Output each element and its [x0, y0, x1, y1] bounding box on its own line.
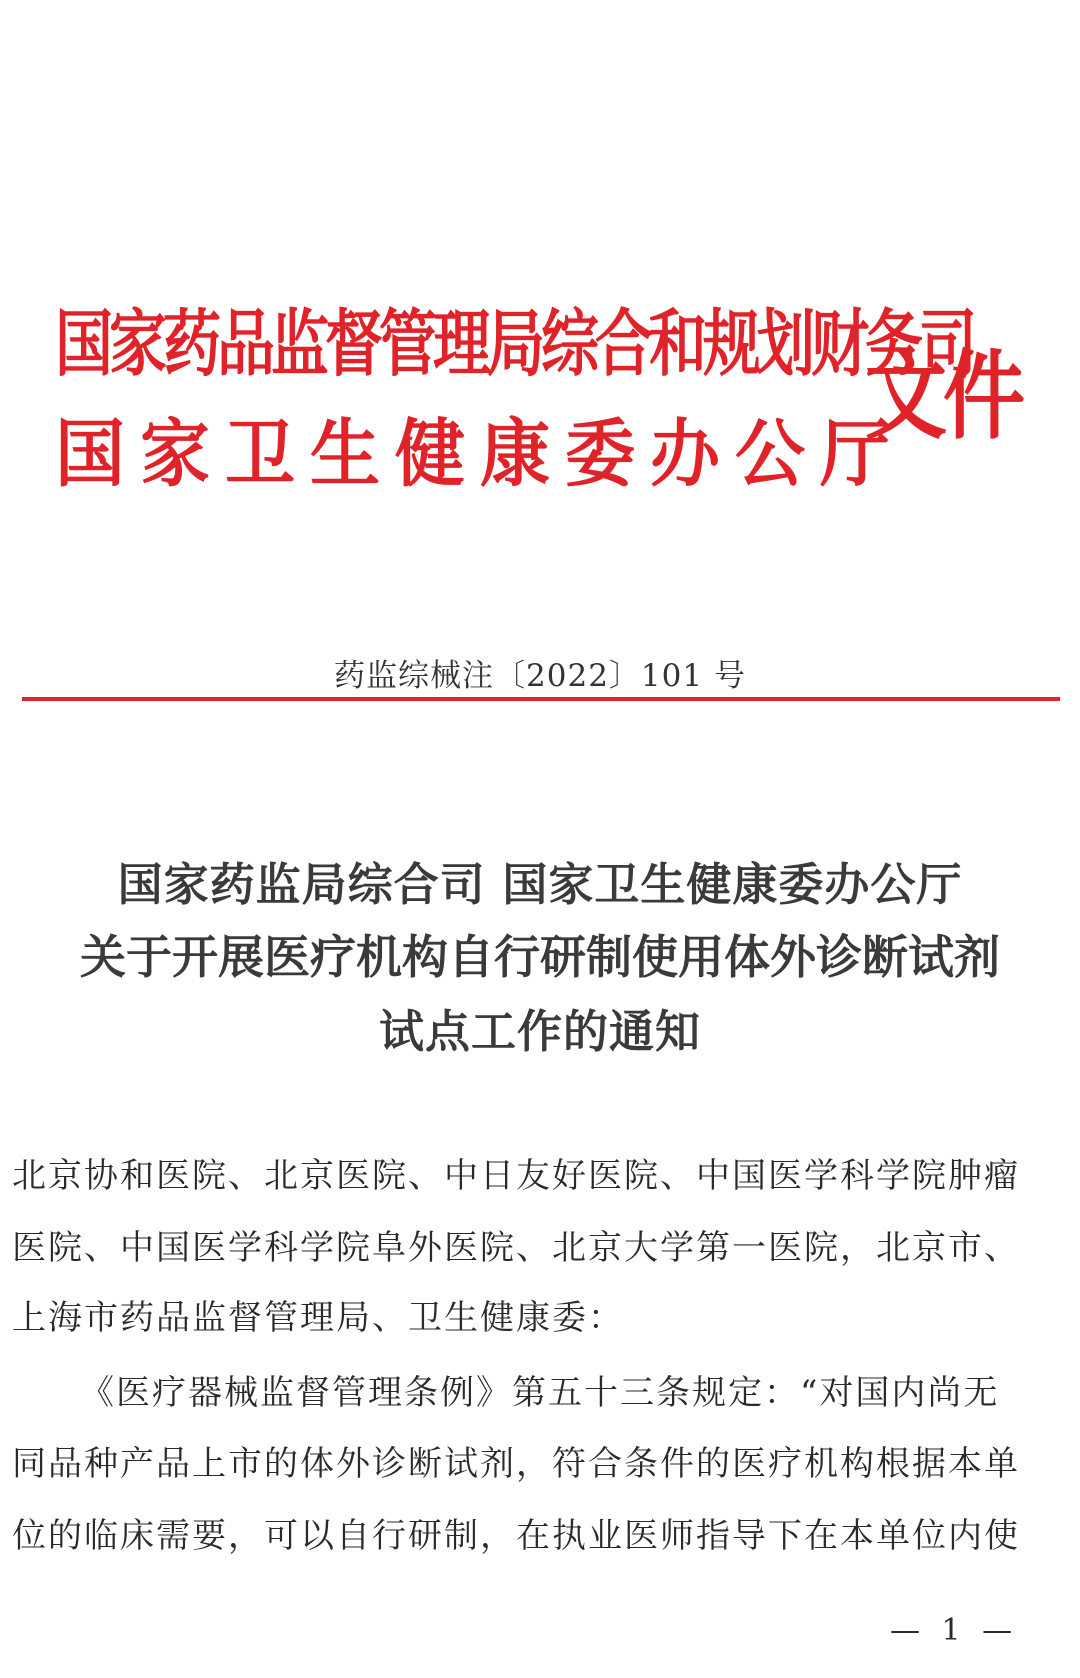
body-line-1: 北京协和医院、北京医院、中日友好医院、中国医学科学院肿瘤	[12, 1156, 1020, 1196]
body-line-2: 医院、中国医学科学院阜外医院、北京大学第一医院，北京市、	[12, 1228, 1020, 1268]
body-line-6: 位的临床需要，可以自行研制，在执业医师指导下在本单位内使	[12, 1516, 1020, 1556]
masthead-suffix: 文件	[865, 341, 1022, 454]
masthead-issuer-1: 国家药品监督管理局综合和规划财务司	[55, 301, 974, 387]
title-line-2: 关于开展医疗机构自行研制使用体外诊断试剂	[80, 930, 1000, 984]
body-line-4: 《医疗器械监督管理条例》第五十三条规定：“对国内尚无	[80, 1373, 1000, 1413]
red-divider-rule	[22, 697, 1060, 701]
page-number: — 1 —	[890, 1613, 1019, 1648]
document-number: 药监综械注〔2022〕101 号	[334, 658, 746, 694]
body-line-3: 上海市药品监督管理局、卫生健康委：	[12, 1298, 624, 1338]
title-line-3: 试点工作的通知	[378, 1005, 701, 1058]
masthead-issuer-2: 国家卫生健康委办公厅	[55, 410, 905, 497]
title-line-1: 国家药监局综合司 国家卫生健康委办公厅	[117, 858, 963, 911]
body-line-5: 同品种产品上市的体外诊断试剂，符合条件的医疗机构根据本单	[12, 1444, 1020, 1484]
